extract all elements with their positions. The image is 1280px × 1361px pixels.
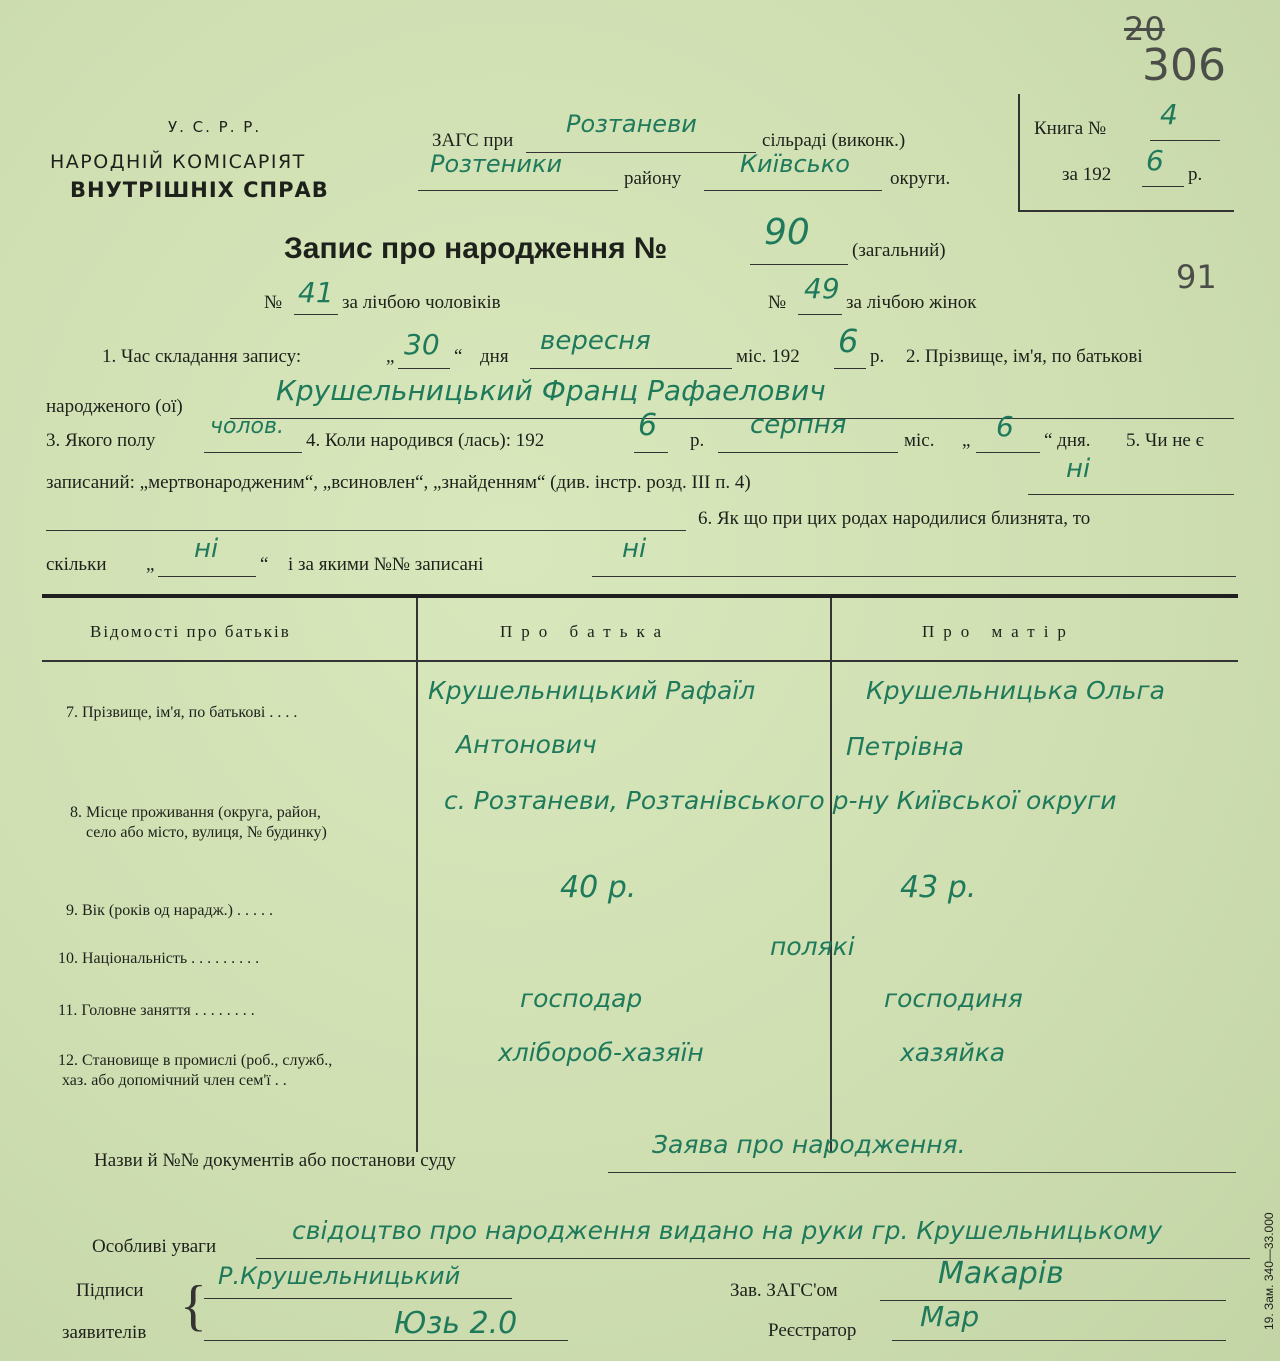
women-label: за лічбою жінок bbox=[846, 292, 977, 313]
book-label: Книга № bbox=[1034, 118, 1107, 139]
mother-name-line2: Петрівна bbox=[846, 732, 964, 761]
col-header-mother: Про матір bbox=[922, 622, 1075, 641]
general-label: (загальний) bbox=[852, 240, 946, 261]
quote-open-3: „ bbox=[146, 554, 155, 575]
selrada-label: сільраді (виконк.) bbox=[762, 130, 906, 151]
book-box bbox=[1018, 94, 1234, 212]
book-year-value: 6 bbox=[1146, 144, 1164, 177]
birth-day: 6 bbox=[996, 410, 1014, 443]
child-name: Крушельницький Франц Рафаелович bbox=[276, 374, 826, 407]
women-count: 49 bbox=[804, 272, 840, 305]
father-occupation: господар bbox=[520, 984, 643, 1013]
zags-value: Розтаневи bbox=[566, 110, 697, 138]
month-label: міс. 192 bbox=[736, 346, 800, 367]
quote-open-2: „ bbox=[962, 430, 971, 451]
quote-close-3: “ bbox=[260, 554, 269, 575]
row-7-label: 7. Прізвище, ім'я, по батькові . . . . bbox=[66, 704, 298, 721]
numbers-line bbox=[592, 554, 1236, 577]
signatures-label-2: заявителів bbox=[62, 1322, 147, 1343]
birth-year: 6 bbox=[638, 408, 658, 443]
mother-occupation: господиня bbox=[884, 984, 1023, 1013]
signatures-label-1: Підписи bbox=[76, 1280, 144, 1301]
record-month: вересня bbox=[540, 326, 651, 356]
notes-value: свідоцтво про народження видано на руки гр. Крушельницькому bbox=[292, 1216, 1163, 1245]
item-6-label: 6. Як що при цих родах народилися близнята, то bbox=[698, 508, 1091, 529]
table-head-rule bbox=[42, 660, 1238, 662]
women-no-sign: № bbox=[768, 292, 787, 313]
sex-label: 3. Якого полу bbox=[46, 430, 156, 451]
father-name-line2: Антонович bbox=[456, 730, 597, 759]
birth-month-label: міс. bbox=[904, 430, 935, 451]
head-signature: Макарів bbox=[938, 1256, 1064, 1291]
day-label: дня bbox=[480, 346, 509, 367]
internal-affairs-label: ВНУТРІШНІХ СПРАВ bbox=[70, 178, 329, 202]
okruga-value: Київсько bbox=[740, 150, 850, 178]
born-label: народженого (ої) bbox=[46, 396, 183, 417]
row-9-label: 9. Вік (років од нарадж.) . . . . . bbox=[66, 902, 273, 919]
record-number: 90 bbox=[764, 212, 810, 253]
row-11-label: 11. Головне заняття . . . . . . . . bbox=[58, 1002, 255, 1019]
print-note: 19. Зам. 340—33.000 bbox=[1262, 1212, 1276, 1330]
status-line bbox=[1028, 472, 1234, 495]
item-2-label: 2. Прізвище, ім'я, по батькові bbox=[906, 346, 1143, 367]
men-no-sign: № bbox=[264, 292, 283, 313]
applicant-signature-1: Р.Крушельницький bbox=[218, 1262, 461, 1290]
nationality-value: полякі bbox=[770, 932, 855, 961]
table-col-divider-2 bbox=[830, 598, 832, 1152]
corner-old-number: 20 bbox=[1124, 10, 1165, 48]
corner-new-number: 306 bbox=[1142, 40, 1226, 91]
item-1-label: 1. Час складання запису: bbox=[102, 346, 302, 367]
mother-age: 43 р. bbox=[900, 870, 977, 905]
documents-label: Назви й №№ документів або постанови суду bbox=[94, 1150, 456, 1171]
commissariat-label: НАРОДНІЙ КОМІСАРІЯТ bbox=[50, 151, 306, 173]
row-8-label-line2: село або місто, вулиця, № будинку) bbox=[86, 824, 327, 841]
status-value: ні bbox=[1066, 454, 1091, 484]
how-many-label: скільки bbox=[46, 554, 107, 575]
men-label: за лічбою чоловіків bbox=[342, 292, 501, 313]
item-5-label: 5. Чи не є bbox=[1126, 430, 1204, 451]
rayon-label: району bbox=[624, 168, 682, 189]
mother-status: хазяйка bbox=[900, 1038, 1006, 1067]
documents-value: Заява про народження. bbox=[652, 1130, 966, 1159]
registrar-signature: Мар bbox=[920, 1300, 980, 1333]
col-header-father: Про батька bbox=[500, 622, 671, 641]
col-header-parents: Відомості про батьків bbox=[90, 622, 291, 641]
father-status: хлібороб-хазяїн bbox=[498, 1038, 704, 1067]
ussr-label: У. С. Р. Р. bbox=[168, 118, 262, 136]
head-label: Зав. ЗАГС'ом bbox=[730, 1280, 838, 1301]
numbers-value: ні bbox=[622, 534, 647, 564]
row-10-label: 10. Національність . . . . . . . . . bbox=[58, 950, 260, 967]
book-value: 4 bbox=[1160, 98, 1178, 131]
side-number: 91 bbox=[1176, 258, 1217, 296]
okruga-label: округи. bbox=[890, 168, 951, 189]
blank-line bbox=[46, 508, 686, 531]
how-many-value: ні bbox=[194, 534, 219, 564]
residence-value: с. Розтаневи, Розтанівського р-ну Київської округи bbox=[444, 786, 1117, 815]
rayon-value: Розтеники bbox=[430, 150, 563, 178]
quote-open: „ bbox=[386, 346, 395, 367]
child-sex: чолов. bbox=[210, 414, 284, 439]
table-top-rule bbox=[42, 594, 1238, 598]
book-year-r: р. bbox=[1188, 164, 1203, 185]
status-label: записаний: „мертвонародженим“, „всиновлен“, „знайденням“ (див. інстр. розд. III п. 4) bbox=[46, 472, 751, 493]
record-title: Запис про народження № bbox=[284, 232, 668, 265]
record-year: 6 bbox=[838, 322, 859, 360]
birth-label: 4. Коли народився (лась): 192 bbox=[306, 430, 545, 451]
table-col-divider-1 bbox=[416, 598, 418, 1152]
birth-month: серпня bbox=[750, 410, 847, 440]
quote-close-2: “ дня. bbox=[1044, 430, 1091, 451]
quote-close: “ bbox=[454, 346, 463, 367]
zags-label: ЗАГС при bbox=[432, 130, 514, 151]
row-12-label-line2: хаз. або допомічний член сем'ї . . bbox=[62, 1072, 287, 1089]
men-count: 41 bbox=[298, 276, 334, 309]
row-12-label-line1: 12. Становище в промислі (роб., служб., bbox=[58, 1052, 333, 1069]
mother-name-line1: Крушельницька Ольга bbox=[866, 676, 1165, 705]
record-day: 30 bbox=[404, 328, 440, 361]
notes-label: Особливі уваги bbox=[92, 1236, 217, 1257]
father-name-line1: Крушельницький Рафаїл bbox=[428, 676, 756, 705]
birth-year-r: р. bbox=[690, 430, 705, 451]
book-year-label: за 192 bbox=[1062, 164, 1112, 185]
applicant-signature-2: Юзь 2.0 bbox=[394, 1306, 518, 1341]
row-8-label-line1: 8. Місце проживання (округа, район, bbox=[70, 804, 321, 821]
signatures-brace: { bbox=[180, 1275, 207, 1337]
year-r: р. bbox=[870, 346, 885, 367]
father-age: 40 р. bbox=[560, 870, 637, 905]
numbers-label: і за якими №№ записані bbox=[288, 554, 484, 575]
registrar-label: Реєстратор bbox=[768, 1320, 857, 1341]
